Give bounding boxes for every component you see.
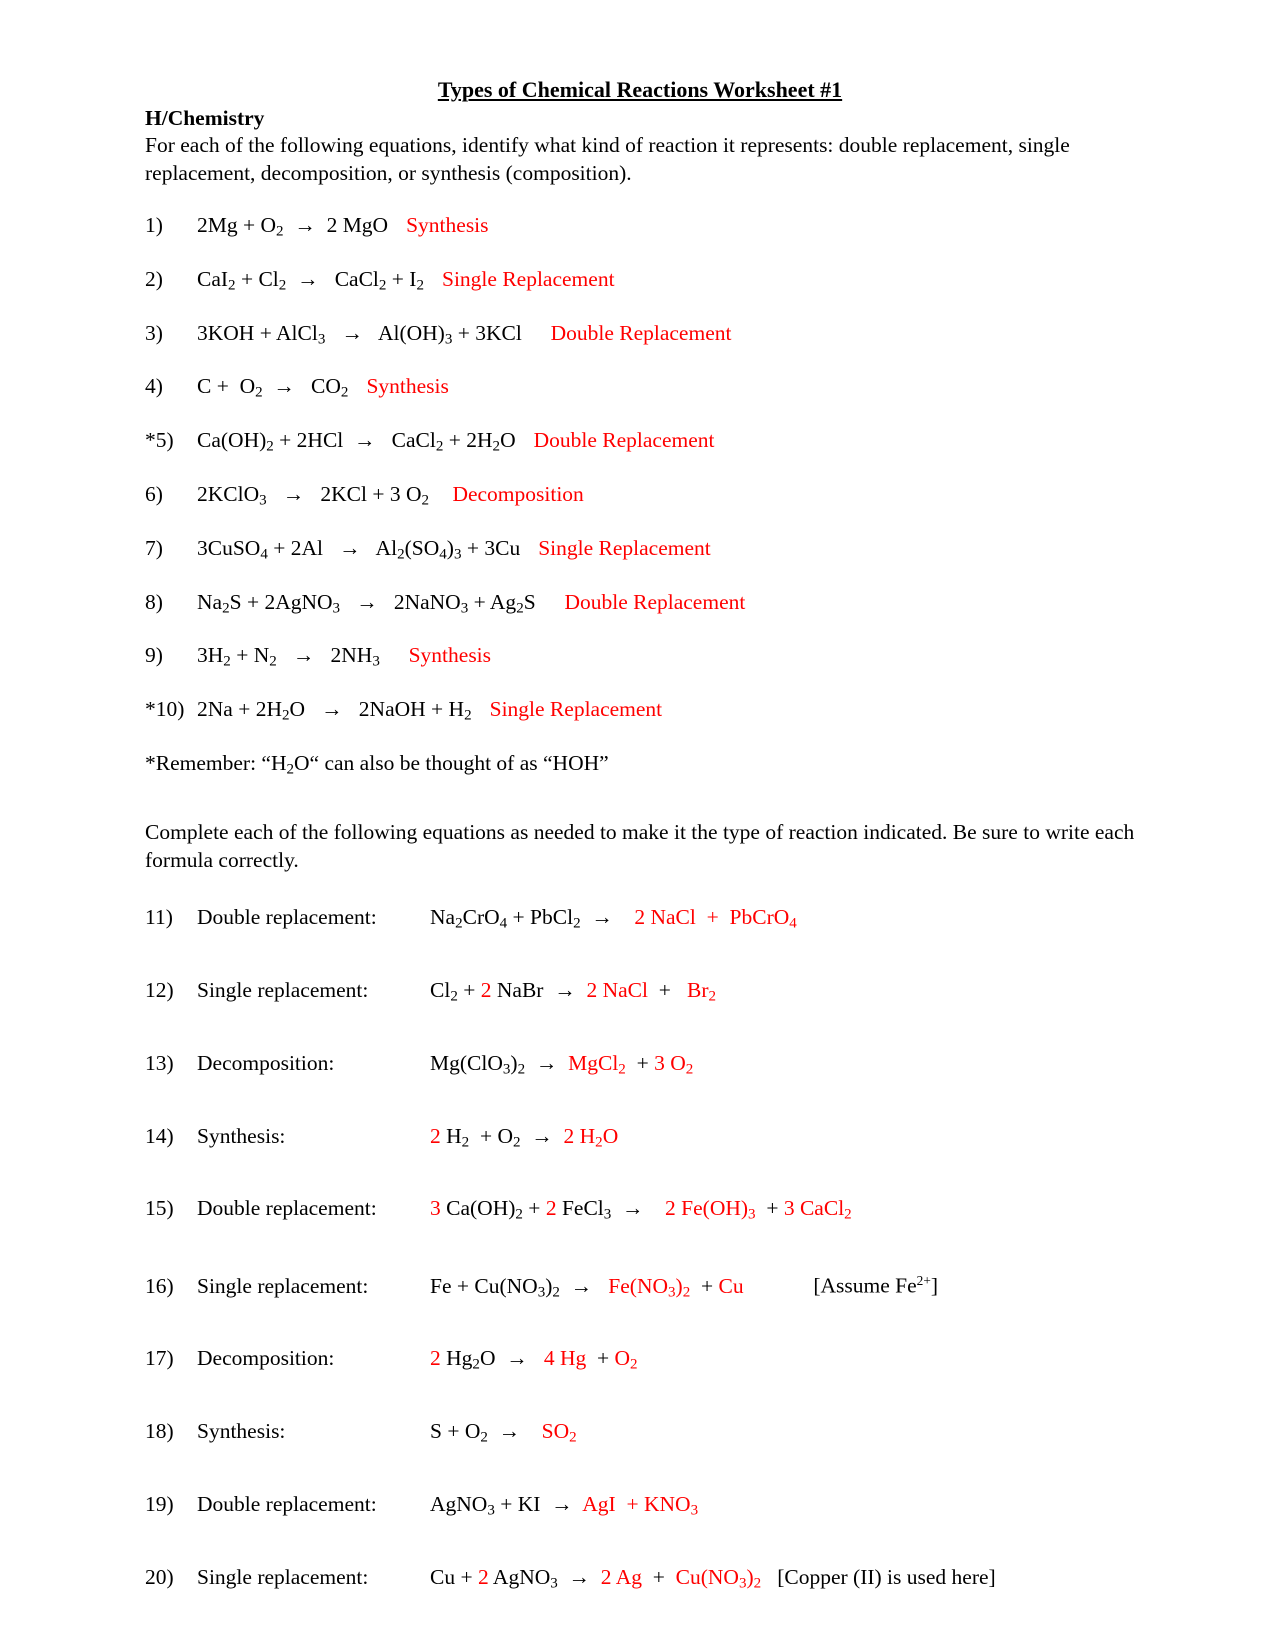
equation-fragment: H xyxy=(446,1123,462,1148)
equation xyxy=(197,319,522,353)
equation xyxy=(197,480,429,514)
equation-fragment: 2 xyxy=(472,1356,480,1373)
equation-fragment: 3 xyxy=(453,546,462,563)
answer-label: Synthesis xyxy=(366,374,449,399)
equation-fragment: → CO xyxy=(262,374,341,399)
problem-number: *10) xyxy=(145,697,185,722)
problems-part1 xyxy=(145,211,1165,729)
equation-fragment: 3 xyxy=(259,492,267,509)
answer-fragment: 2 xyxy=(844,1206,852,1223)
problem-row xyxy=(145,641,1165,675)
equation-fragment: 2 xyxy=(228,277,236,294)
answer-fragment: 2 xyxy=(430,1346,447,1371)
answer-fragment: 2 xyxy=(630,1356,638,1373)
reaction-type-label: Synthesis: xyxy=(197,1419,286,1444)
equation-fragment xyxy=(744,1274,798,1298)
problem-row xyxy=(145,1049,1165,1083)
equation-fragment: Fe + Cu(NO xyxy=(430,1273,538,1298)
answer-fragment: 3 xyxy=(690,1502,699,1519)
equation xyxy=(430,1049,693,1083)
equation-fragment: ) xyxy=(510,1050,518,1075)
problem-row xyxy=(145,1417,1165,1451)
equation-fragment: ) xyxy=(446,535,454,560)
equation-fragment: NaBr → xyxy=(496,978,587,1003)
problem-row xyxy=(145,1344,1165,1378)
problem-row xyxy=(145,265,1165,299)
equation-fragment: 2 xyxy=(517,1061,526,1078)
equation-fragment: + xyxy=(586,1346,615,1371)
problem-number: 19) xyxy=(145,1491,174,1516)
reaction-type-label: Decomposition: xyxy=(197,1050,335,1075)
answer-fragment: SO xyxy=(541,1419,570,1444)
equation-fragment: 2 xyxy=(515,1206,523,1223)
equation-fragment: 2 xyxy=(397,546,405,563)
equation-fragment: + 3Cu xyxy=(461,535,521,560)
equation-fragment: O → xyxy=(479,1346,544,1371)
problem-number: 9) xyxy=(145,643,163,668)
equation-fragment: CaI xyxy=(197,266,229,291)
problem-number: 1) xyxy=(145,213,163,237)
answer-label: Synthesis xyxy=(397,643,492,668)
equation-fragment: + KI → xyxy=(494,1491,583,1516)
equation-fragment: 2 xyxy=(450,988,458,1005)
problem-number: 13) xyxy=(145,1050,174,1075)
equation xyxy=(430,1344,638,1378)
equation-fragment: 3 xyxy=(603,1206,612,1223)
problem-row xyxy=(145,319,1165,353)
equation-fragment: S + O xyxy=(430,1419,481,1444)
equation-fragment: 3 xyxy=(487,1502,495,1519)
equation-fragment: 2Mg + O xyxy=(197,213,277,237)
equation-fragment: → 2NH xyxy=(276,643,373,668)
answer-fragment: 2 Fe(OH) xyxy=(665,1196,749,1221)
problem-row xyxy=(145,588,1165,622)
equation xyxy=(430,1272,797,1306)
equation xyxy=(430,903,797,937)
answer-fragment: 3 O xyxy=(654,1050,686,1075)
problem-row xyxy=(145,211,1165,245)
equation-fragment: 2KClO xyxy=(197,481,260,506)
answer-fragment: KNO xyxy=(643,1491,691,1516)
answer-fragment: 2 xyxy=(545,1196,562,1221)
equation-fragment: → 2KCl + 3 O xyxy=(266,481,422,506)
answer-label: Double Replacement xyxy=(553,589,746,614)
problem-row xyxy=(145,1563,1165,1597)
answer-fragment: 2 xyxy=(753,1575,762,1592)
equation-fragment: + 2Al → Al xyxy=(267,535,398,560)
problem-number: 11) xyxy=(145,905,173,930)
equation-fragment: S xyxy=(523,589,536,614)
equation-fragment: 3CuSO xyxy=(197,535,261,560)
equation-fragment: → xyxy=(520,1123,564,1148)
remember-note xyxy=(145,749,1165,783)
equation-fragment: + 2H xyxy=(443,428,493,453)
equation xyxy=(197,426,516,460)
equation-fragment: 3 xyxy=(317,330,326,347)
equation-fragment: 3 xyxy=(537,1283,546,1300)
equation-fragment: 3H xyxy=(197,643,224,668)
instructions-part2: Complete each of the following equations as needed to make it the type of reaction indicated. Be sure to write each formula correctly. xyxy=(145,820,1135,872)
problem-number: 6) xyxy=(145,481,163,506)
equation-fragment: Mg(ClO xyxy=(430,1050,503,1075)
equation-fragment: → xyxy=(557,1564,601,1589)
equation-fragment: + 3KCl xyxy=(452,320,522,345)
equation-fragment: 2 xyxy=(512,1133,521,1150)
equation-fragment: 4 xyxy=(260,546,268,563)
equation xyxy=(430,1417,577,1451)
equation-fragment: 2 xyxy=(255,384,263,401)
equation-fragment: Na xyxy=(430,905,456,930)
answer-fragment: 2 xyxy=(708,988,717,1005)
equation-fragment: 2 xyxy=(464,707,472,724)
equation-fragment: 2 xyxy=(455,915,463,932)
problems-part2 xyxy=(145,903,1165,1597)
problem-row xyxy=(145,976,1165,1010)
problem-number: 18) xyxy=(145,1419,174,1444)
equation-fragment: → 2 MgO xyxy=(283,213,389,237)
equation-fragment: 2 xyxy=(222,599,230,616)
answer-fragment: 2 xyxy=(685,1061,694,1078)
equation-fragment: O → 2NaOH + H xyxy=(289,697,465,722)
equation-fragment: O xyxy=(500,428,516,453)
answer-fragment: ) xyxy=(675,1273,683,1298)
answer-fragment: 2 xyxy=(682,1283,691,1300)
equation-fragment: S + 2AgNO xyxy=(229,589,333,614)
answer-fragment: 3 CaCl xyxy=(783,1196,845,1221)
equation-fragment: + O xyxy=(469,1123,513,1148)
equation-fragment: 2 xyxy=(276,223,284,240)
answer-fragment: 2 xyxy=(430,1123,447,1148)
equation-fragment: C + O xyxy=(197,374,256,399)
equation-fragment: FeCl xyxy=(561,1196,604,1221)
equation-fragment: (SO xyxy=(404,535,440,560)
reaction-type-label: Double replacement: xyxy=(197,1196,377,1221)
equation-fragment: 2 xyxy=(573,915,581,932)
answer-fragment: 3 xyxy=(668,1283,676,1300)
reaction-type-label: Single replacement: xyxy=(197,1273,369,1298)
equation-fragment: → CaCl xyxy=(286,266,379,291)
answer-fragment: Cu(NO xyxy=(675,1564,739,1589)
equation-fragment: Hg xyxy=(446,1346,473,1371)
equation xyxy=(197,695,472,729)
equation-fragment: Cl xyxy=(430,978,451,1003)
equation-fragment: 4 xyxy=(499,915,508,932)
equation-fragment: → xyxy=(525,1050,569,1075)
answer-fragment: Br xyxy=(686,978,709,1003)
equation-fragment: + N xyxy=(230,643,270,668)
page-title: Types of Chemical Reactions Worksheet #1 xyxy=(437,77,843,102)
equation-fragment: 2 xyxy=(492,438,501,455)
equation-fragment: 3 xyxy=(460,599,469,616)
equation xyxy=(197,588,536,622)
answer-label: Single Replacement xyxy=(489,697,663,722)
equation-fragment: 2 xyxy=(416,277,424,294)
equation-fragment: + xyxy=(755,1196,784,1221)
reaction-type-label: Double replacement: xyxy=(197,1491,377,1516)
answer-fragment: Fe(NO xyxy=(608,1273,669,1298)
answer-fragment: 3 xyxy=(430,1196,447,1221)
problem-number: 7) xyxy=(145,535,163,560)
bracket-note xyxy=(777,1563,996,1591)
equation-fragment: + I xyxy=(386,266,417,291)
answer-fragment: 3 xyxy=(748,1206,756,1223)
answer-label: Single Replacement xyxy=(442,266,615,291)
answer-label: Decomposition xyxy=(447,481,584,506)
equation-fragment: 2 xyxy=(480,1429,488,1446)
equation-fragment: *Remember: “H xyxy=(145,750,287,775)
equation-fragment: 2 xyxy=(266,438,274,455)
answer-fragment: 2 H xyxy=(563,1123,596,1148)
equation xyxy=(197,641,380,675)
answer-fragment: 2 NaCl xyxy=(634,905,696,930)
equation xyxy=(430,1563,761,1597)
equation-fragment: 2 xyxy=(286,761,295,778)
equation-fragment: Na xyxy=(197,589,223,614)
answer-fragment: 2 xyxy=(480,978,497,1003)
problem-number: 15) xyxy=(145,1196,174,1221)
equation-fragment: → 2NaNO xyxy=(340,589,461,614)
equation-fragment: 3 xyxy=(372,653,380,670)
equation-fragment: 2 xyxy=(461,1133,470,1150)
equation-fragment: 3 xyxy=(550,1575,558,1592)
equation-fragment: 3 xyxy=(332,599,341,616)
reaction-type-label: Single replacement: xyxy=(197,1564,369,1589)
problem-row xyxy=(145,1122,1165,1156)
equation-fragment: + xyxy=(647,978,687,1003)
equation-fragment: 2+ xyxy=(916,1273,931,1289)
equation-fragment: 2 xyxy=(223,653,231,670)
equation-fragment: + PbCl xyxy=(507,905,574,930)
equation xyxy=(197,265,424,299)
equation-fragment: 2 xyxy=(278,277,287,294)
instructions-part1: For each of the following equations, identify what kind of reaction it represents: double replacement, single replacement, decomposition, or synthesis (composition). xyxy=(145,133,1070,185)
equation xyxy=(430,976,716,1010)
equation-fragment: + xyxy=(642,1564,676,1589)
equation-fragment: 3 xyxy=(444,330,453,347)
problem-number: 8) xyxy=(145,589,163,614)
equation-fragment: 2 xyxy=(435,438,444,455)
equation-fragment: + xyxy=(690,1273,719,1298)
answer-label: Synthesis xyxy=(406,213,489,237)
equation xyxy=(430,1194,852,1228)
answer-fragment: 2 NaCl xyxy=(586,978,648,1003)
answer-fragment: 2 Ag xyxy=(600,1564,643,1589)
equation-fragment: CrO xyxy=(462,905,500,930)
problem-row xyxy=(145,1194,1165,1228)
answer-fragment: 2 xyxy=(595,1133,603,1150)
equation-fragment: → Al(OH) xyxy=(325,320,445,345)
equation-fragment: AgNO xyxy=(492,1564,551,1589)
problem-row xyxy=(145,426,1165,460)
equation-fragment: + Cl xyxy=(235,266,279,291)
problem-row xyxy=(145,534,1165,568)
answer-fragment: 2 xyxy=(618,1061,626,1078)
answer-fragment: MgCl xyxy=(568,1050,619,1075)
problem-number: *5) xyxy=(145,428,174,453)
problem-number: 4) xyxy=(145,374,163,399)
equation-fragment: 2 xyxy=(552,1283,560,1300)
equation-fragment: 3 xyxy=(502,1061,511,1078)
equation-fragment: + 2HCl → CaCl xyxy=(273,428,436,453)
equation-fragment: ] xyxy=(930,1273,939,1298)
equation-fragment: 3KOH + AlCl xyxy=(197,320,318,345)
answer-fragment: O xyxy=(614,1346,631,1371)
answer-fragment: 4 xyxy=(789,915,797,932)
equation-fragment: Cu + xyxy=(430,1564,478,1589)
equation-fragment: → xyxy=(611,1196,666,1221)
reaction-type-label: Decomposition: xyxy=(197,1346,335,1371)
equation-fragment: + xyxy=(625,1050,655,1075)
equation-fragment: Ca(OH) xyxy=(446,1196,516,1221)
equation-fragment: + Ag xyxy=(468,589,517,614)
course-label: H/Chemistry xyxy=(145,106,265,130)
problem-row xyxy=(145,480,1165,514)
answer-fragment: 4 Hg xyxy=(543,1346,587,1371)
answer-label: Double Replacement xyxy=(533,428,715,453)
problem-row xyxy=(145,695,1165,729)
answer-fragment: AgI xyxy=(582,1491,616,1516)
reaction-type-label: Synthesis: xyxy=(197,1123,286,1148)
equation-fragment: → xyxy=(580,905,635,930)
equation-fragment: + xyxy=(457,978,481,1003)
reaction-type-label: Single replacement: xyxy=(197,978,369,1003)
answer-fragment: ) xyxy=(746,1564,754,1589)
problem-number: 17) xyxy=(145,1346,174,1371)
problem-number: 16) xyxy=(145,1273,174,1298)
problem-row xyxy=(145,903,1165,937)
problem-number: 12) xyxy=(145,978,174,1003)
equation-fragment: 2Na + 2H xyxy=(197,697,282,722)
bracket-note xyxy=(813,1267,938,1299)
answer-fragment: 3 xyxy=(738,1575,747,1592)
equation-fragment: 2 xyxy=(421,492,430,509)
equation-fragment: → xyxy=(487,1419,542,1444)
answer-fragment: 2 xyxy=(477,1564,493,1589)
answer-fragment: Cu xyxy=(718,1273,744,1298)
equation xyxy=(197,211,388,245)
equation-fragment: Ca(OH) xyxy=(197,428,267,453)
equation-fragment: 4 xyxy=(439,546,447,563)
answer-fragment: 2 xyxy=(569,1429,577,1446)
reaction-type-label: Double replacement: xyxy=(197,905,377,930)
answer-fragment: O xyxy=(602,1123,619,1148)
equation-fragment: 2 xyxy=(269,653,277,670)
equation xyxy=(430,1490,698,1524)
equation-fragment: 2 xyxy=(281,707,290,724)
equation-fragment: 2 xyxy=(378,277,387,294)
equation-fragment: 2 xyxy=(340,384,349,401)
answer-fragment: + xyxy=(695,905,730,930)
equation xyxy=(197,534,520,568)
problem-number: 20) xyxy=(145,1564,174,1589)
problem-row xyxy=(145,1490,1165,1524)
answer-fragment: PbCrO xyxy=(729,905,790,930)
equation-fragment: [Assume Fe xyxy=(813,1273,917,1298)
equation xyxy=(430,1122,618,1156)
problem-row xyxy=(145,372,1165,406)
equation xyxy=(197,372,348,406)
equation-fragment: → xyxy=(559,1273,609,1298)
problem-number: 3) xyxy=(145,320,163,345)
answer-label: Single Replacement xyxy=(538,535,711,560)
equation-fragment: [Copper (II) is used here] xyxy=(777,1564,996,1589)
equation-fragment: AgNO xyxy=(430,1491,488,1516)
answer-fragment: + xyxy=(615,1491,644,1516)
equation-fragment: O“ can also be thought of as “HOH” xyxy=(294,750,609,775)
equation-fragment: ) xyxy=(545,1273,553,1298)
answer-label: Double Replacement xyxy=(539,320,732,345)
problem-row xyxy=(145,1267,1165,1306)
equation-fragment: + xyxy=(522,1196,546,1221)
problem-number: 14) xyxy=(145,1123,174,1148)
problem-number: 2) xyxy=(145,266,163,291)
equation-fragment: 2 xyxy=(516,599,524,616)
